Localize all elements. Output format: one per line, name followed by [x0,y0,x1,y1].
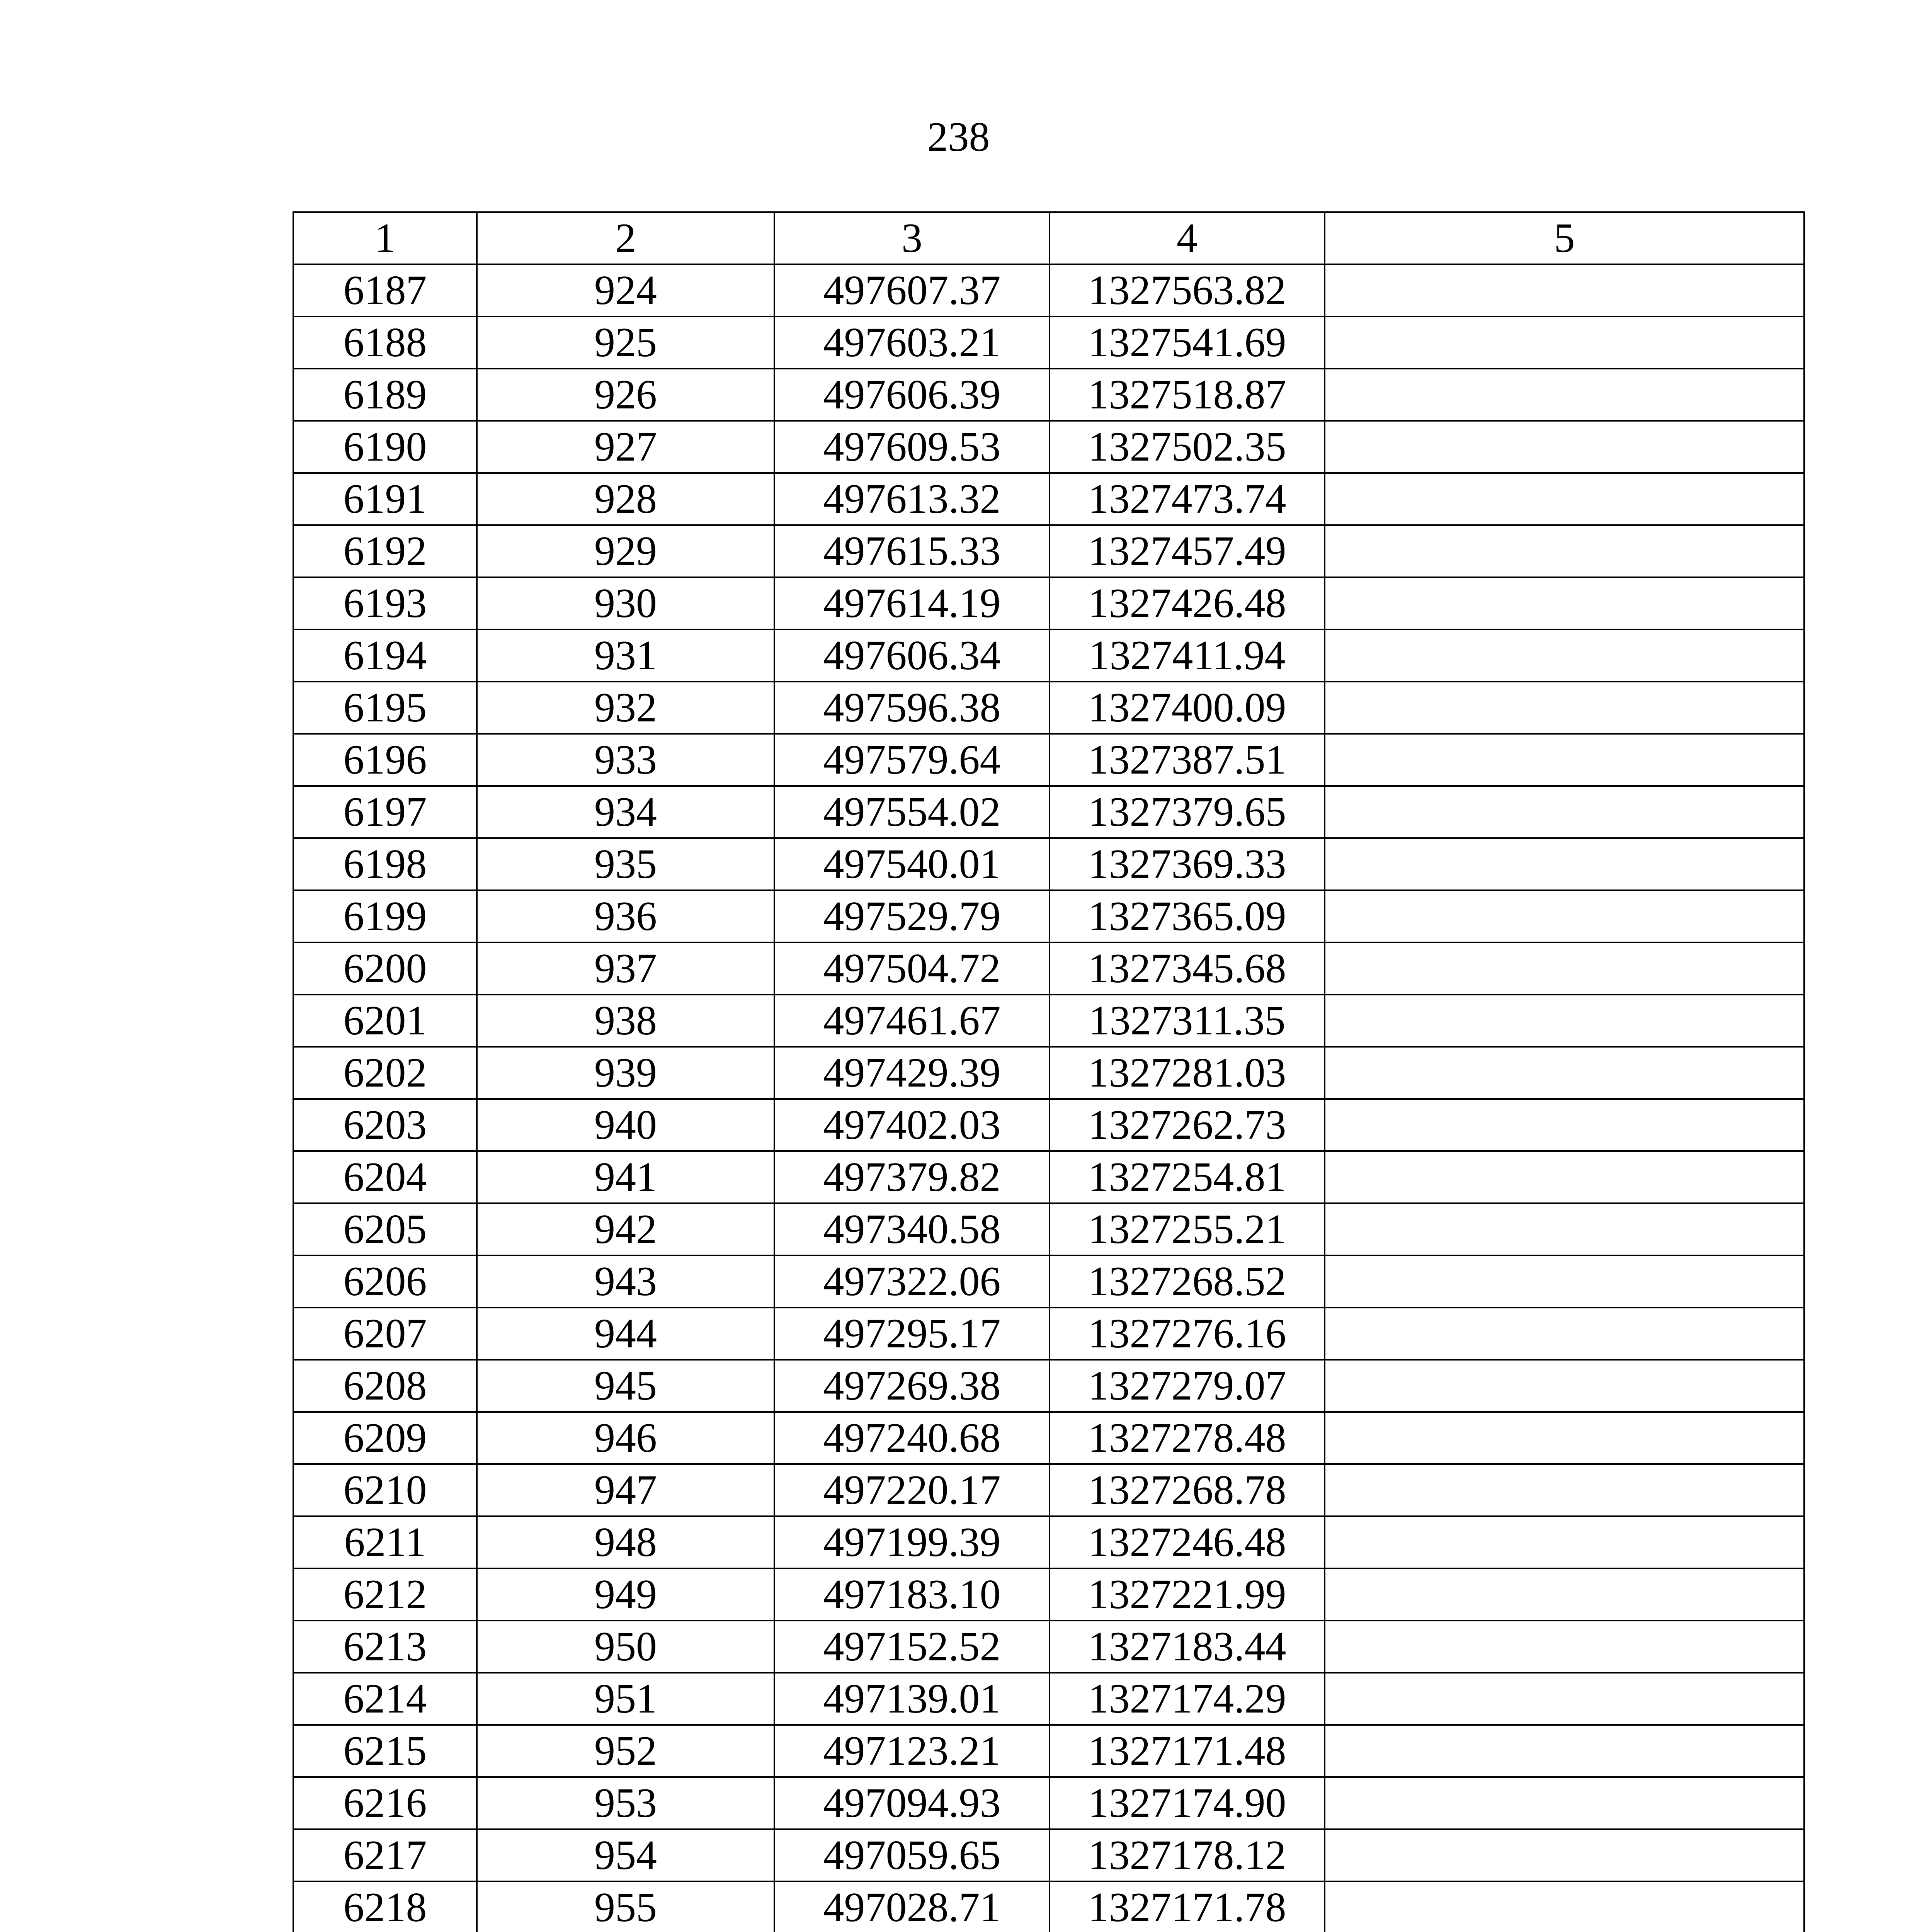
table-cell [1325,1516,1804,1568]
table-cell [1325,1881,1804,1932]
table-cell: 933 [477,734,774,786]
page-number: 238 [927,114,990,160]
table-cell [1325,1777,1804,1829]
table-cell: 497529.79 [774,890,1050,942]
table-cell: 6210 [293,1464,477,1516]
table-row [293,682,1804,734]
table-cell: 6197 [293,786,477,838]
table-cell: 6213 [293,1621,477,1673]
table-cell: 940 [477,1099,774,1151]
table-cell: 1327365.09 [1050,890,1325,942]
table-cell: 952 [477,1725,774,1777]
table-row [293,577,1804,629]
table-row [293,1516,1804,1568]
table-cell: 953 [477,1777,774,1829]
table-cell: 497240.68 [774,1412,1050,1464]
table-cell [1325,734,1804,786]
table-cell: 497579.64 [774,734,1050,786]
table-cell: 6198 [293,838,477,890]
table-cell: 941 [477,1151,774,1203]
table-cell: 1327563.82 [1050,264,1325,316]
table-cell: 949 [477,1568,774,1621]
table-cell: 946 [477,1412,774,1464]
table-cell [1325,942,1804,995]
table-row [293,1464,1804,1516]
table-cell: 938 [477,995,774,1047]
table-cell: 951 [477,1673,774,1725]
table-cell: 6188 [293,316,477,369]
table-cell: 497402.03 [774,1099,1050,1151]
table-cell: 497554.02 [774,786,1050,838]
table-cell [1325,369,1804,421]
table-cell: 932 [477,682,774,734]
table-cell: 6199 [293,890,477,942]
table-cell: 1327281.03 [1050,1047,1325,1099]
table-cell: 937 [477,942,774,995]
table-cell: 497322.06 [774,1255,1050,1308]
table-cell: 497183.10 [774,1568,1050,1621]
table-cell: 1327426.48 [1050,577,1325,629]
table-cell [1325,316,1804,369]
table-cell [1325,1412,1804,1464]
table-cell: 497139.01 [774,1673,1050,1725]
table-cell: 1327221.99 [1050,1568,1325,1621]
table-cell [1325,1099,1804,1151]
table-cell: 1327262.73 [1050,1099,1325,1151]
table-cell: 497340.58 [774,1203,1050,1255]
table-row [293,1673,1804,1725]
table-row [293,1621,1804,1673]
table-cell: 1327379.65 [1050,786,1325,838]
table-cell [1325,995,1804,1047]
table-cell: 6191 [293,473,477,525]
table-cell: 1327502.35 [1050,421,1325,473]
table-row [293,1777,1804,1829]
table-cell: 6215 [293,1725,477,1777]
column-header: 3 [774,212,1050,264]
table-cell: 497606.39 [774,369,1050,421]
table-row [293,1255,1804,1308]
table-cell: 1327279.07 [1050,1360,1325,1412]
table-row [293,1829,1804,1881]
table-cell: 497461.67 [774,995,1050,1047]
table-cell: 6209 [293,1412,477,1464]
table-cell: 931 [477,629,774,682]
table-cell [1325,682,1804,734]
column-header: 4 [1050,212,1325,264]
table-cell: 497220.17 [774,1464,1050,1516]
table-row [293,1360,1804,1412]
table-cell: 1327369.33 [1050,838,1325,890]
table-cell: 955 [477,1881,774,1932]
table-cell: 497152.52 [774,1621,1050,1673]
table-cell: 925 [477,316,774,369]
table-cell [1325,1151,1804,1203]
table-row [293,421,1804,473]
table-cell: 934 [477,786,774,838]
table-row [293,995,1804,1047]
table-cell: 497028.71 [774,1881,1050,1932]
table-cell: 6202 [293,1047,477,1099]
table-cell: 930 [477,577,774,629]
table-cell [1325,786,1804,838]
table-cell [1325,890,1804,942]
column-header: 2 [477,212,774,264]
table-cell: 6192 [293,525,477,577]
table-cell: 1327276.16 [1050,1308,1325,1360]
table-cell: 1327345.68 [1050,942,1325,995]
table-cell [1325,1725,1804,1777]
table-cell: 6205 [293,1203,477,1255]
table-cell: 6189 [293,369,477,421]
table-cell: 1327518.87 [1050,369,1325,421]
table-cell [1325,1621,1804,1673]
table-cell: 1327171.48 [1050,1725,1325,1777]
table-cell: 1327174.29 [1050,1673,1325,1725]
table-cell: 1327278.48 [1050,1412,1325,1464]
table-cell: 6214 [293,1673,477,1725]
table-cell [1325,421,1804,473]
table-cell [1325,525,1804,577]
table-cell: 6196 [293,734,477,786]
table-cell: 1327183.44 [1050,1621,1325,1673]
table-cell: 950 [477,1621,774,1673]
table-cell: 947 [477,1464,774,1516]
table-row [293,1047,1804,1099]
table-cell: 6195 [293,682,477,734]
table-row [293,473,1804,525]
table-cell: 6217 [293,1829,477,1881]
table-cell: 6204 [293,1151,477,1203]
table-cell [1325,577,1804,629]
table-row [293,316,1804,369]
table-cell: 1327246.48 [1050,1516,1325,1568]
table-cell: 6194 [293,629,477,682]
table-cell: 497606.34 [774,629,1050,682]
table-cell: 497596.38 [774,682,1050,734]
table-cell: 497059.65 [774,1829,1050,1881]
table-cell [1325,1203,1804,1255]
table-cell: 497607.37 [774,264,1050,316]
table-cell: 928 [477,473,774,525]
table-cell [1325,1308,1804,1360]
table-cell: 497609.53 [774,421,1050,473]
table-row [293,838,1804,890]
table-cell: 497603.21 [774,316,1050,369]
table-cell [1325,838,1804,890]
table-cell: 929 [477,525,774,577]
table-cell: 926 [477,369,774,421]
table-cell: 1327473.74 [1050,473,1325,525]
table-cell: 6190 [293,421,477,473]
table-cell: 1327171.78 [1050,1881,1325,1932]
table-cell: 497269.38 [774,1360,1050,1412]
table-cell: 1327387.51 [1050,734,1325,786]
column-header: 1 [293,212,477,264]
table-row [293,942,1804,995]
table-cell: 924 [477,264,774,316]
table-cell: 1327174.90 [1050,1777,1325,1829]
table-cell [1325,1360,1804,1412]
table-header [293,212,1804,264]
table-cell: 944 [477,1308,774,1360]
table-cell: 497295.17 [774,1308,1050,1360]
table-row [293,1308,1804,1360]
table-cell: 948 [477,1516,774,1568]
table-cell: 1327411.94 [1050,629,1325,682]
table-cell: 1327311.35 [1050,995,1325,1047]
table-cell: 945 [477,1360,774,1412]
table-cell: 497615.33 [774,525,1050,577]
table-cell: 6208 [293,1360,477,1412]
table-cell [1325,264,1804,316]
table-cell: 6216 [293,1777,477,1829]
table-cell [1325,1673,1804,1725]
table-cell: 942 [477,1203,774,1255]
table-cell: 936 [477,890,774,942]
table-cell: 1327457.49 [1050,525,1325,577]
table-cell: 939 [477,1047,774,1099]
table-cell: 6211 [293,1516,477,1568]
table-cell: 6207 [293,1308,477,1360]
table-cell: 6218 [293,1881,477,1932]
table-row [293,1099,1804,1151]
table-cell: 1327254.81 [1050,1151,1325,1203]
table-row [293,1881,1804,1932]
table-row [293,1203,1804,1255]
table-cell: 497614.19 [774,577,1050,629]
table-row [293,369,1804,421]
table-cell: 497199.39 [774,1516,1050,1568]
table-cell [1325,1255,1804,1308]
table-row [293,629,1804,682]
table-body [293,264,1804,1932]
table-cell: 943 [477,1255,774,1308]
table-cell: 1327400.09 [1050,682,1325,734]
column-header: 5 [1325,212,1804,264]
table-row [293,525,1804,577]
table-cell: 497379.82 [774,1151,1050,1203]
table-cell: 497504.72 [774,942,1050,995]
table-cell: 954 [477,1829,774,1881]
table-row [293,890,1804,942]
table-row [293,1568,1804,1621]
table-cell: 497429.39 [774,1047,1050,1099]
table-row [293,786,1804,838]
table-cell: 6206 [293,1255,477,1308]
table-cell: 1327268.78 [1050,1464,1325,1516]
table-cell: 6187 [293,264,477,316]
table-row [293,264,1804,316]
table-cell: 6193 [293,577,477,629]
table-cell [1325,1829,1804,1881]
table-cell: 1327541.69 [1050,316,1325,369]
table-cell: 6203 [293,1099,477,1151]
table-cell: 1327268.52 [1050,1255,1325,1308]
table-cell [1325,1464,1804,1516]
table-cell: 6201 [293,995,477,1047]
table-cell: 6212 [293,1568,477,1621]
table-cell: 935 [477,838,774,890]
table-cell: 497123.21 [774,1725,1050,1777]
table-row [293,1412,1804,1464]
table-row [293,1151,1804,1203]
table-cell [1325,473,1804,525]
table-cell: 497613.32 [774,473,1050,525]
table-cell [1325,629,1804,682]
header-row [293,212,1804,264]
table-cell [1325,1568,1804,1621]
table-cell: 927 [477,421,774,473]
table-cell [1325,1047,1804,1099]
table-cell: 1327255.21 [1050,1203,1325,1255]
table-cell: 6200 [293,942,477,995]
table-cell: 497540.01 [774,838,1050,890]
table-cell: 1327178.12 [1050,1829,1325,1881]
table-row [293,734,1804,786]
coordinates-table [293,211,1805,1932]
table-cell: 497094.93 [774,1777,1050,1829]
table-row [293,1725,1804,1777]
